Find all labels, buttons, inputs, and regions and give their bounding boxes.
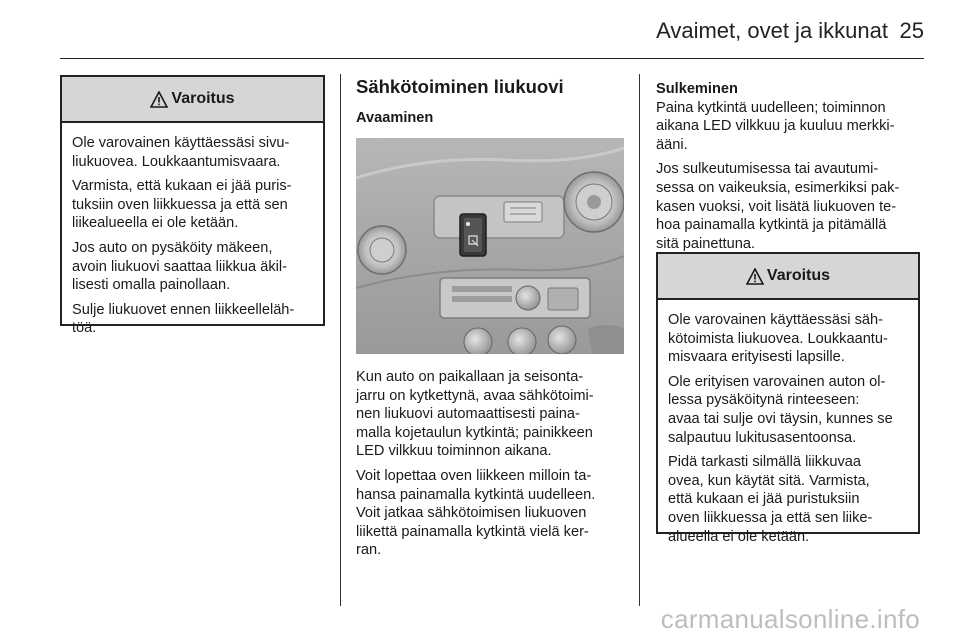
subheading-closing: Sulkeminen bbox=[656, 81, 738, 97]
warning-paragraph bbox=[72, 301, 313, 338]
section-title: Sähkötoiminen liukuovi bbox=[356, 76, 564, 97]
text-line: ran. bbox=[356, 542, 382, 559]
warning-paragraph bbox=[668, 311, 908, 367]
warning-header bbox=[62, 77, 323, 123]
page-number: 25 bbox=[899, 18, 924, 43]
text-line: Jos sulkeutumisessa tai avautumi- bbox=[656, 161, 879, 178]
text-line: kasen vuoksi, voit lisätä liukuoven te- bbox=[656, 198, 897, 215]
text-line: Pidä tarkasti silmällä liikkuvaa bbox=[668, 454, 862, 471]
text-line: alueella ei ole ketään. bbox=[668, 528, 810, 545]
warning-body bbox=[62, 123, 323, 338]
header-title: Avaimet, ovet ja ikkunat bbox=[656, 18, 888, 43]
text-line: ääni. bbox=[656, 136, 688, 153]
text-line: sessa on vaikeuksia, esimerkiksi pak- bbox=[656, 179, 900, 196]
text-line: hoa painamalla kytkintä ja pitämällä bbox=[656, 217, 887, 234]
body-paragraph bbox=[356, 467, 595, 560]
warning-paragraph bbox=[668, 453, 908, 546]
text-line: Jos auto on pysäköity mäkeen, bbox=[72, 239, 273, 256]
text-line: Voit jatkaa sähkötoimisen liukuoven bbox=[356, 505, 587, 522]
text-line: jarru on kytkettynä, avaa sähkötoimi- bbox=[356, 387, 594, 404]
dashboard-figure bbox=[356, 138, 624, 354]
warning-body bbox=[658, 300, 918, 546]
subheading-opening: Avaaminen bbox=[356, 110, 434, 126]
header-rule bbox=[60, 58, 924, 59]
body-paragraph bbox=[656, 160, 899, 253]
watermark: carmanualsonline.info bbox=[660, 604, 920, 634]
text-line: lisesti omalla painollaan. bbox=[72, 277, 231, 294]
warning-header bbox=[658, 254, 918, 300]
text-line: lessa pysäköitynä rinteeseen: bbox=[668, 392, 860, 409]
text-line: avaa tai sulje ovi täysin, kunnes se bbox=[668, 410, 893, 427]
text-line: Ole varovainen käyttäessäsi sivu- bbox=[72, 135, 290, 151]
text-line: avoin liukuovi saattaa liikkua äkil- bbox=[72, 258, 287, 275]
text-line: aikana LED vilkkuu ja kuuluu merkki- bbox=[656, 118, 895, 135]
text-line: Sulje liukuovet ennen liikkeelleläh- bbox=[72, 301, 295, 318]
dashboard-switch-illustration-icon bbox=[356, 138, 624, 354]
opening-text bbox=[356, 368, 595, 566]
text-line: nen liukuovi automaattisesti paina- bbox=[356, 406, 580, 423]
right-warning-box bbox=[656, 252, 920, 545]
text-line: Ole erityisen varovainen auton ol- bbox=[668, 373, 886, 390]
column-divider-left bbox=[340, 74, 341, 606]
text-line: salpautuu lukitusasentoonsa. bbox=[668, 429, 857, 446]
text-line: että kukaan ei jää puristuksiin bbox=[668, 491, 860, 508]
text-line: töä. bbox=[72, 320, 97, 337]
warning-paragraph bbox=[72, 177, 313, 233]
warning-paragraph bbox=[668, 373, 908, 447]
text-line: tuksiin oven liikkuessa ja että sen bbox=[72, 196, 288, 213]
text-line: Paina kytkintä uudelleen; toiminnon bbox=[656, 99, 886, 116]
warning-heading: Varoitus bbox=[171, 90, 235, 107]
warning-paragraph bbox=[72, 239, 313, 295]
text-line: sitä painettuna. bbox=[656, 235, 755, 252]
column-divider-right bbox=[639, 74, 640, 606]
text-line: Kun auto on paikallaan ja seisonta- bbox=[356, 369, 584, 385]
text-line: misvaara erityisesti lapsille. bbox=[668, 349, 845, 366]
warning-paragraph bbox=[72, 134, 313, 171]
warning-heading: Varoitus bbox=[766, 267, 831, 284]
text-line: malla kojetaulun kytkintä; painikkeen bbox=[356, 424, 593, 441]
body-paragraph bbox=[356, 368, 595, 461]
warning-triangle-icon bbox=[150, 91, 168, 108]
text-line: ovea, kun käytät sitä. Varmista, bbox=[668, 472, 870, 489]
body-paragraph bbox=[656, 80, 899, 154]
text-line: Voit lopettaa oven liikkeen milloin ta- bbox=[356, 467, 592, 484]
text-line: liukuovea. Loukkaantumisvaara. bbox=[72, 153, 281, 170]
closing-text bbox=[656, 80, 899, 259]
text-line: kötoimista liukuovea. Loukkaantu- bbox=[668, 330, 888, 347]
warning-triangle-icon bbox=[746, 268, 764, 285]
text-line: oven liikkuessa ja että sen liike- bbox=[668, 509, 873, 526]
left-warning-box bbox=[60, 75, 325, 337]
text-line: LED vilkkuu toiminnon aikana. bbox=[356, 443, 552, 460]
text-line: liikealueella ei ole ketään. bbox=[72, 215, 239, 232]
text-line: Ole varovainen käyttäessäsi säh- bbox=[668, 312, 883, 328]
text-line: liikettä painamalla kytkintä vielä ker- bbox=[356, 523, 589, 540]
text-line: hansa painamalla kytkintä uudelleen. bbox=[356, 486, 596, 503]
text-line: Varmista, että kukaan ei jää puris- bbox=[72, 178, 292, 195]
